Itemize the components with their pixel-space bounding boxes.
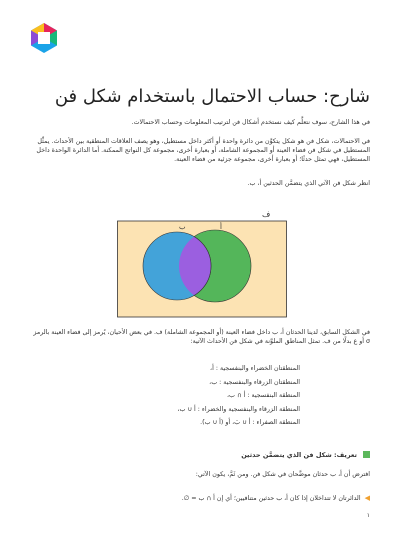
definition-body-paragraph: افترض أن أ، ب حدثان موضَّحان في شكل فن. ومن ثَمَّ، يكون الآتي: — [195, 471, 370, 478]
intro-paragraph: في هذا الشارح، سوف نتعلَّم كيف نستخدم أشكال فن لترتيب المعلومات وحساب الاحتمالات. — [131, 119, 370, 126]
list-item: المنطقة الصفراء : أ ∪ بَ، أو (أ ∪ ب)َ. — [200, 419, 300, 426]
definition-title: تعريف: شكل فن الذي يتضمَّن حدثين — [241, 451, 357, 459]
venn-label-b: ب — [179, 223, 186, 231]
page-number: ١ — [366, 512, 370, 519]
regions-list — [70, 364, 300, 432]
definition-square-icon — [363, 451, 370, 458]
venn-label-a: أ — [220, 223, 222, 231]
note-text: الدائرتان لا تتداخلان إذا كان أ، ب حدثين متنافيين؛ أي إن أ ∩ ب = ∅. — [181, 495, 361, 502]
list-item: المنطقة الزرقاء والبنفسجية والخضراء : أ ∪ ب، — [177, 405, 300, 413]
regions-intro-paragraph: في الشكل السابق، لدينا الحدثان أ، ب داخل فضاء العينة (أو المجموعة الشاملة) ف. في بعض الأحيان، يُرمز إلى فضاء العينة بالرمز σ أو ع بدلًا من ف. تمثل المناطق الملوَّنة في شكل فن الأحداث الآتية: — [33, 329, 370, 345]
venn-diagram — [117, 208, 287, 318]
definition-paragraph: في الاحتمالات، شكل فن هو شكل يتكوَّن من دائرة واحدة أو أكثر داخل مستطيل، وهو يصف العلاقات المنطقية بين الأحداث. يمثِّل المستطيل في شكل فن فضاء العينة أو المجموعة الشاملة، أو بعبارة أخرى، مجموعة كل النواتج الممكنة. أما الدائرة الواحدة داخل المستطيل، فهي تمثل حدثًا؛ أو بعبارة أخرى، مجموعة جزئية من فضاء العينة. — [36, 138, 370, 163]
triangle-bullet-icon: ◀ — [364, 494, 370, 502]
venn-intro-paragraph: انظر شكل فن الآتي الذي يتضمَّن الحدثين أ، ب. — [247, 180, 370, 187]
page-title: شارح: حساب الاحتمال باستخدام شكل فن — [54, 86, 370, 107]
list-item: المنطقتان الخضراء والبنفسجية : أ، — [210, 365, 300, 372]
list-item: المنطقتان الزرقاء والبنفسجية : ب، — [209, 378, 300, 386]
definition-note — [30, 494, 370, 503]
definition-heading — [30, 451, 370, 459]
brand-logo — [28, 22, 60, 54]
venn-universe-label: ف — [262, 210, 271, 219]
list-item: المنطقة البنفسجية : أ ∩ ب، — [227, 392, 300, 399]
